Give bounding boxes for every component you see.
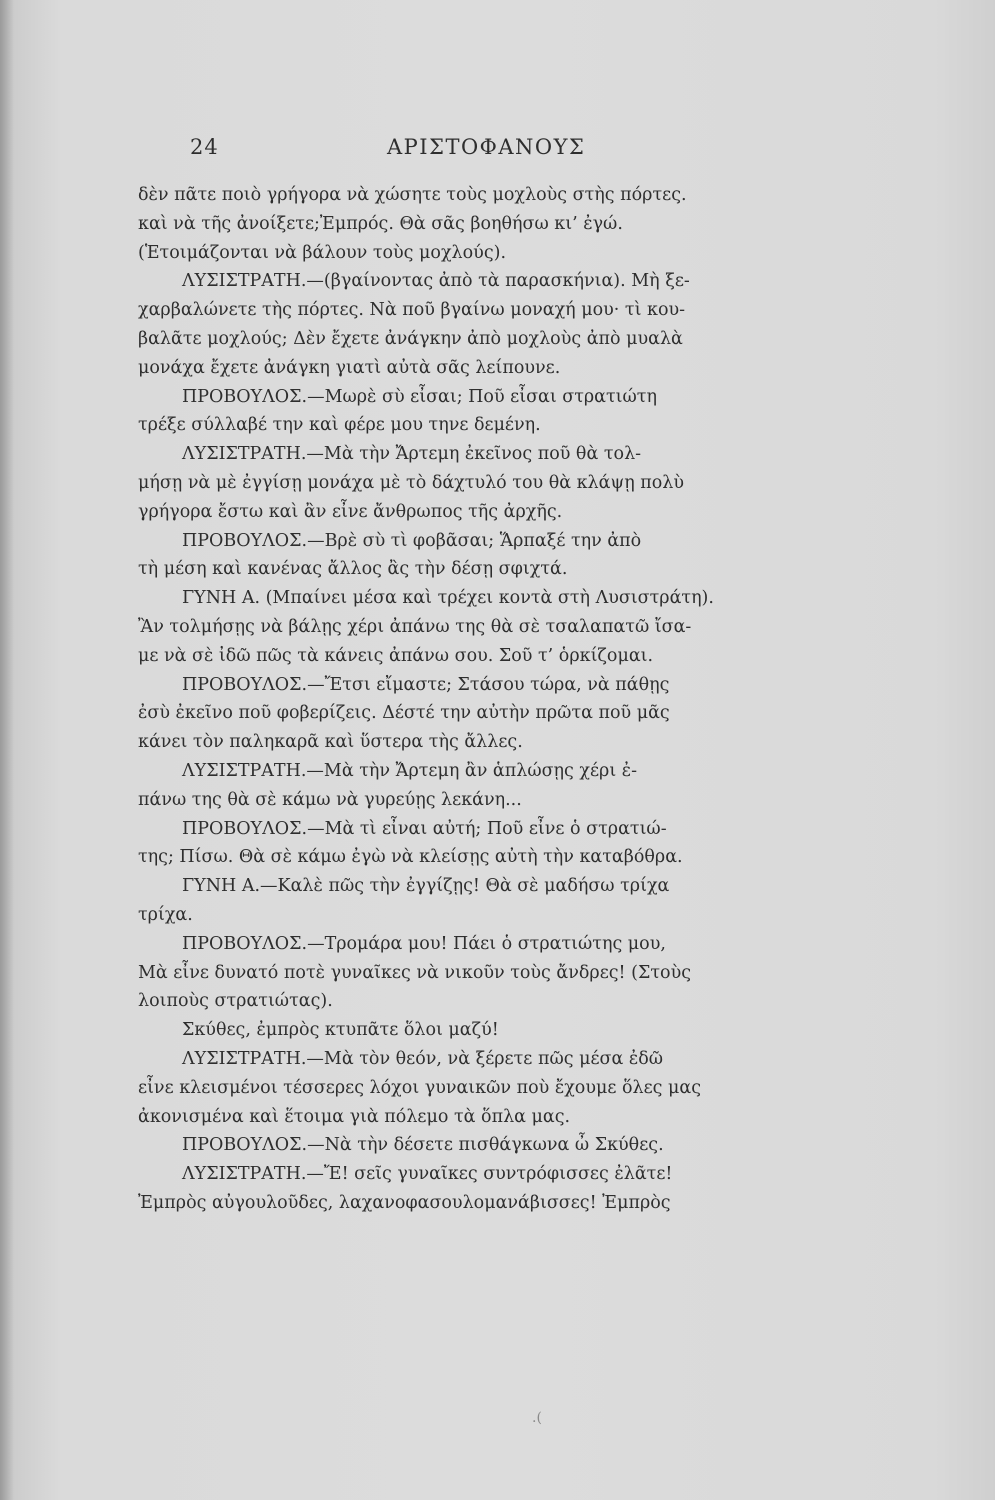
text-line: τρέξε σύλλαβέ την καὶ φέρε μου τηνε δεμένη. [138, 415, 541, 436]
text-line: ΠΡΟΒΟΥΛΟΣ.—Μὰ τὶ εἶναι αὐτή; Ποῦ εἶνε ὁ στρατιώ- [182, 818, 667, 839]
text-line: ΛΥΣΙΣΤΡΑΤΗ.—Μὰ τὸν θεόν, νὰ ξέρετε πῶς μέσα ἐδῶ [182, 1048, 664, 1069]
text-line: καὶ νὰ τῆς ἀνοίξετε;Ἐμπρός. Θὰ σᾶς βοηθήσω κι’ ἐγώ. [138, 213, 623, 234]
page-edge-shadow [0, 0, 14, 1500]
text-line: βαλᾶτε μοχλούς; Δὲν ἔχετε ἀνάγκην ἀπὸ μοχλοὺς ἀπὸ μυαλὰ [138, 328, 683, 349]
text-line: πάνω της θὰ σὲ κάμω νὰ γυρεύῃς λεκάνη... [138, 789, 522, 810]
text-line: Ἂν τολμήσῃς νὰ βάλῃς χέρι ἀπάνω της θὰ σὲ τσαλαπατῶ ἴσα- [138, 616, 692, 637]
text-line: Σκύθες, ἐμπρὸς κτυπᾶτε ὅλοι μαζύ! [182, 1020, 499, 1041]
text-line: Ἐμπρὸς αὐγουλοῦδες, λαχανοφασουλομανάβισσες! Ἐμπρὸς [138, 1192, 671, 1213]
page-number: 24 [190, 135, 219, 159]
text-line: γρήγορα ἔστω καὶ ἂν εἶνε ἄνθρωπος τῆς ἀρχῆς. [138, 501, 563, 522]
text-line: Μὰ εἶνε δυνατό ποτὲ γυναῖκες νὰ νικοῦν τοὺς ἄνδρες! (Στοὺς [138, 962, 692, 983]
text-line: ΛΥΣΙΣΤΡΑΤΗ.—(βγαίνοντας ἀπὸ τὰ παρασκήνια). Μὴ ξε- [182, 271, 690, 292]
text-line: ἐσὺ ἐκεῖνο ποῦ φοβερίζεις. Δέστέ την αὐτὴν πρῶτα ποῦ μᾶς [138, 703, 670, 724]
bottom-mark: .( [532, 1410, 542, 1426]
text-line: ΠΡΟΒΟΥΛΟΣ.—Βρὲ σὺ τὶ φοβᾶσαι; Ἅρπαξέ την ἀπὸ [182, 530, 642, 551]
text-line: ΠΡΟΒΟΥΛΟΣ.—Ἔτσι εἴμαστε; Στάσου τώρα, νὰ πάθῃς [182, 674, 670, 695]
text-line: ΠΡΟΒΟΥΛΟΣ.—Τρομάρα μου! Πάει ὁ στρατιώτης μου, [182, 933, 666, 954]
text-line: χαρβαλώνετε τὴς πόρτες. Νὰ ποῦ βγαίνω μοναχή μου· τὶ κου- [138, 300, 686, 321]
text-line: ἀκονισμένα καὶ ἕτοιμα γιὰ πόλεμο τὰ ὅπλα μας. [138, 1106, 571, 1127]
text-line: ΓΥΝΗ Α. (Μπαίνει μέσα καὶ τρέχει κοντὰ στὴ Λυσιστράτη). [182, 588, 714, 609]
running-head: ΑΡΙΣΤΟΦΑΝΟΥΣ [387, 135, 586, 159]
text-line: δὲν πᾶτε ποιὸ γρήγορα νὰ χώσητε τοὺς μοχλοὺς στὴς πόρτες. [138, 185, 687, 205]
text-line: της; Πίσω. Θὰ σὲ κάμω ἐγὼ νὰ κλείσῃς αὐτὴ τὴν καταβόθρα. [138, 847, 683, 868]
text-line: λοιποὺς στρατιώτας). [138, 991, 333, 1012]
text-line: ΛΥΣΙΣΤΡΑΤΗ.—Μὰ τὴν Ἄρτεμη ἂν ἁπλώσῃς χέρι ἐ- [182, 760, 638, 781]
text-body [138, 181, 848, 1218]
text-line: (Ἑτοιμάζονται νὰ βάλουν τοὺς μοχλούς). [138, 242, 507, 263]
text-line: ΛΥΣΙΣΤΡΑΤΗ.—Ἔ! σεῖς γυναῖκες συντρόφισσες ἐλᾶτε! [182, 1164, 673, 1185]
text-line: κάνει τὸν παληκαρᾶ καὶ ὕστερα τὴς ἄλλες. [138, 732, 523, 753]
text-line: τρίχα. [138, 904, 193, 925]
text-line: ΛΥΣΙΣΤΡΑΤΗ.—Μὰ τὴν Ἄρτεμη ἐκεῖνος ποῦ θὰ τολ- [182, 444, 642, 465]
text-line: ΓΥΝΗ Α.—Καλὲ πῶς τὴν ἐγγίζῃς! Θὰ σὲ μαδήσω τρίχα [182, 876, 670, 897]
text-line: ΠΡΟΒΟΥΛΟΣ.—Νὰ τὴν δέσετε πισθάγκωνα ὦ Σκύθες. [182, 1135, 664, 1156]
text-line: εἶνε κλεισμένοι τέσσερες λόχοι γυναικῶν ποὺ ἔχουμε ὅλες μας [138, 1077, 702, 1098]
text-line: με νὰ σὲ ἰδῶ πῶς τὰ κάνεις ἀπάνω σου. Σοῦ τ’ ὁρκίζομαι. [138, 645, 654, 666]
text-line: μήσῃ νὰ μὲ ἐγγίσῃ μονάχα μὲ τὸ δάχτυλό του θὰ κλάψῃ πολὺ [138, 472, 685, 493]
text-line: μονάχα ἔχετε ἀνάγκη γιατὶ αὐτὰ σᾶς λείπουνε. [138, 357, 561, 378]
text-line: ΠΡΟΒΟΥΛΟΣ.—Μωρὲ σὺ εἶσαι; Ποῦ εἶσαι στρατιώτη [182, 386, 657, 407]
text-line: τὴ μέση καὶ κανένας ἄλλος ἂς τὴν δέσῃ σφιχτά. [138, 559, 568, 580]
